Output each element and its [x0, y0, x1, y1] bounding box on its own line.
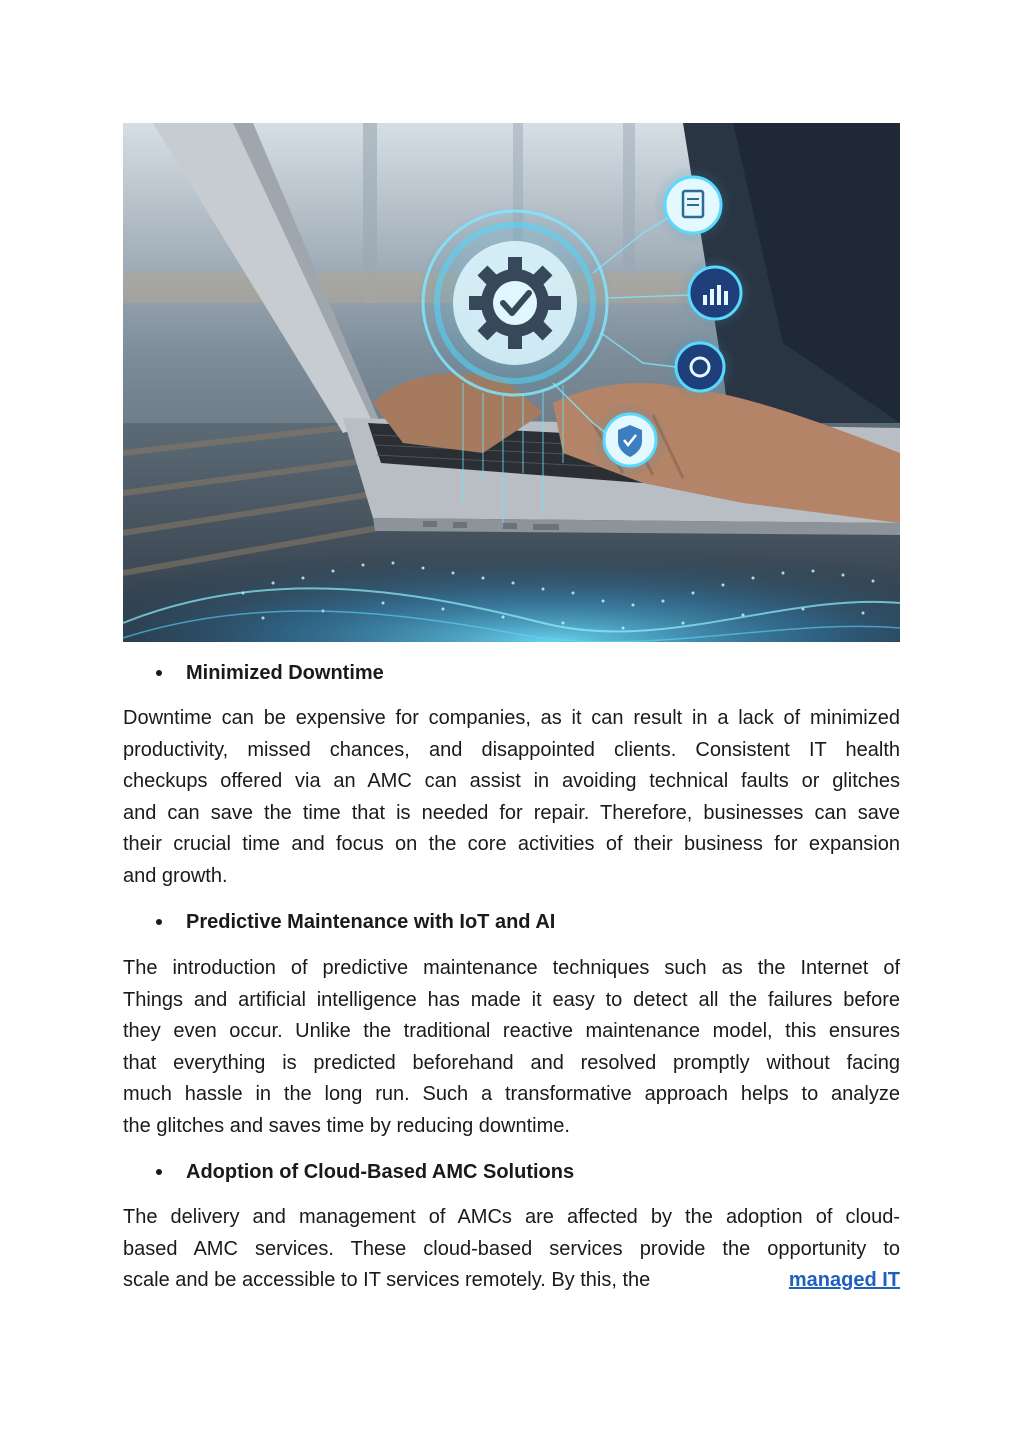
paragraph-line: their crucial time and focus on the core activities of their business for expansion — [123, 833, 900, 856]
hero-image — [123, 123, 900, 642]
heading-text: Adoption of Cloud-Based AMC Solutions — [186, 1161, 575, 1183]
bullet-dot — [156, 1169, 162, 1175]
paragraph-minimized-downtime — [123, 703, 900, 893]
bullet-dot — [156, 919, 162, 925]
bullet-dot — [156, 670, 162, 676]
paragraph-line: Things and artificial intelligence has made it easy to detect all the failures before — [123, 988, 900, 1011]
bar-chart-node-icon — [677, 255, 753, 331]
clipboard-node-icon — [653, 165, 733, 245]
paragraph-line: the glitches and saves time by reducing downtime. — [123, 1114, 570, 1137]
gear-check-icon — [469, 257, 561, 349]
shield-node-icon — [592, 402, 668, 478]
paragraph-line: they even occur. Unlike the traditional reactive maintenance model, this ensures — [123, 1020, 900, 1043]
paragraph-line: and growth. — [123, 864, 228, 887]
paragraph-predictive-maintenance — [123, 953, 900, 1143]
heading-text: Predictive Maintenance with IoT and AI — [186, 911, 556, 933]
paragraph-line: The delivery and management of AMCs are affected by the adoption of cloud- — [123, 1206, 900, 1228]
paragraph-line-text: scale and be accessible to IT services remotely. By this, the — [123, 1269, 651, 1292]
laptop-hologram-illustration — [123, 123, 900, 642]
paragraph-line: based AMC services. These cloud-based services provide the opportunity to — [123, 1237, 900, 1260]
paragraph-line: that everything is predicted beforehand and resolved promptly without facing — [123, 1051, 900, 1074]
paragraph-line: much hassle in the long run. Such a transformative approach helps to analyze — [123, 1083, 900, 1106]
paragraph-line: and can save the time that is needed for repair. Therefore, businesses can save — [123, 801, 900, 824]
paragraph-line: productivity, missed chances, and disappointed clients. Consistent IT health — [123, 738, 900, 761]
managed-it-link[interactable]: managed IT — [788, 1269, 900, 1292]
paragraph-cloud-based-amc — [123, 1202, 900, 1297]
heading-text: Minimized Downtime — [186, 662, 384, 684]
paragraph-line: The introduction of predictive maintenance techniques such as the Internet of — [123, 957, 900, 979]
paragraph-line: checkups offered via an AMC can assist in avoiding technical faults or glitches — [123, 770, 900, 793]
paragraph-line: Downtime can be expensive for companies, as it can result in a lack of minimized — [123, 707, 900, 729]
paragraph-line-with-link — [123, 1265, 900, 1297]
